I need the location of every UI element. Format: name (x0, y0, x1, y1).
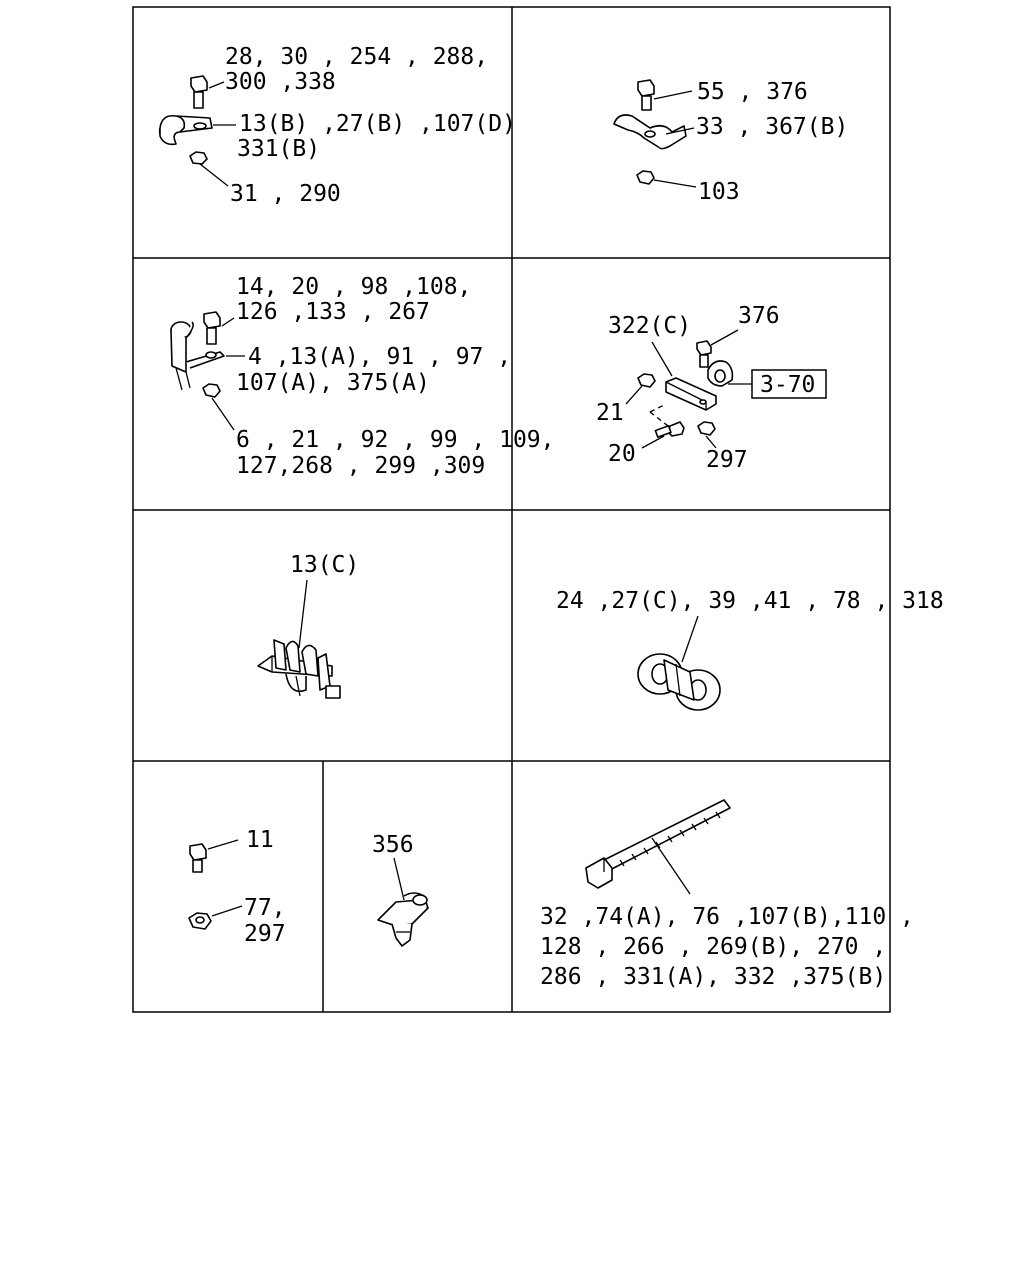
panel-3-bracket-clip (171, 274, 555, 479)
nut-label: 297 (706, 447, 748, 473)
bolt-label: 300 ,338 (225, 69, 336, 95)
nut-icon (637, 171, 654, 184)
nut-label: 21 (596, 400, 624, 426)
nut-label: 77, (244, 895, 286, 921)
panel-7-bolt-and-nut (189, 827, 286, 947)
clip-label: 107(A), 375(A) (236, 370, 430, 396)
bracket-icon (666, 378, 716, 410)
band-label: 32 ,74(A), 76 ,107(B),110 , (540, 904, 914, 930)
bolt-label: 28, 30 , 254 , 288, (225, 44, 489, 70)
push-clip-icon (378, 893, 428, 946)
panel-9-cable-tie (540, 800, 914, 990)
bracket-label: 322(C) (608, 313, 692, 339)
nut-label: 297 (244, 921, 286, 947)
clip-label: 13(B) ,27(B) ,107(D) (239, 111, 516, 137)
nut-label: 31 , 290 (230, 181, 341, 207)
multi-pipe-clip-icon (258, 640, 340, 698)
clip-label: 33 , 367(B) (696, 114, 849, 140)
reference-label: 3-70 (760, 372, 816, 398)
bolt-label: 55 , 376 (697, 79, 808, 105)
nut-icon (698, 422, 715, 435)
nut-icon (203, 384, 220, 397)
bolt-icon (190, 844, 206, 872)
panel-6-twin-clip (556, 588, 944, 710)
band-label: 128 , 266 , 269(B), 270 , (540, 934, 887, 960)
panel-4-bracket-assembly (596, 303, 826, 473)
nut-label: 127,268 , 299 ,309 (236, 453, 486, 479)
bolt-icon (204, 312, 220, 344)
bolt-label: 376 (738, 303, 780, 329)
bolt-icon (655, 422, 684, 437)
bolt-icon (697, 341, 711, 367)
panel-8-push-clip (372, 832, 428, 946)
cable-tie-icon (586, 800, 730, 888)
nut-label: 6 , 21 , 92 , 99 , 109, (236, 427, 555, 453)
nut-icon (189, 913, 211, 929)
band-label: 286 , 331(A), 332 ,375(B) (540, 964, 887, 990)
bolt-icon (191, 76, 207, 108)
clip-icon (708, 361, 732, 386)
bolt-label: 14, 20 , 98 ,108, (236, 274, 472, 300)
clip-label: 4 ,13(A), 91 , 97 , (248, 344, 512, 370)
nut-label: 103 (698, 179, 740, 205)
clip-label: 356 (372, 832, 414, 858)
bolt-label: 126 ,133 , 267 (236, 299, 430, 325)
nut-icon (638, 374, 655, 387)
panel-5-multi-pipe-clip (258, 552, 359, 698)
bolt-label: 20 (608, 441, 636, 467)
clip-label: 331(B) (237, 136, 321, 162)
twin-clip-icon (638, 654, 720, 710)
pipe-clip-icon (160, 116, 212, 145)
bolt-label: 11 (246, 827, 274, 853)
panel-1-pipe-clip (160, 44, 516, 207)
nut-icon (190, 152, 207, 164)
bolt-icon (638, 80, 654, 110)
clip-label: 24 ,27(C), 39 ,41 , 78 , 318 (556, 588, 944, 614)
panel-2-double-clip (614, 79, 848, 205)
clip-label: 13(C) (290, 552, 360, 578)
